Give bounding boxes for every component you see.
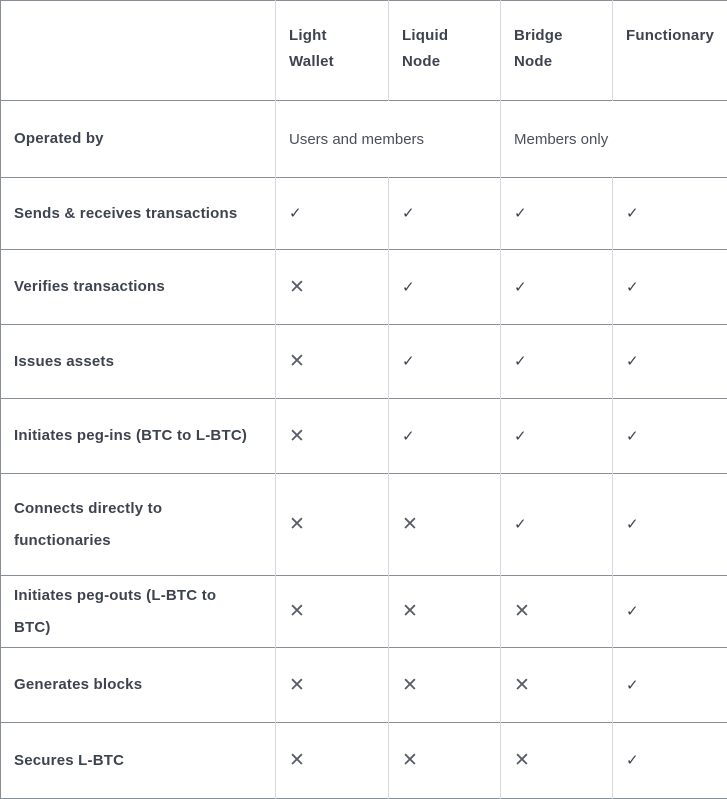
operated-by-users-and-members-cell: Users and members xyxy=(276,101,501,178)
mark-cell xyxy=(276,648,389,723)
check-mark-icon: ✓ xyxy=(402,354,415,369)
mark-cell xyxy=(276,576,389,648)
row-label: Verifies transactions xyxy=(1,250,276,325)
row-label: Operated by xyxy=(1,101,276,178)
column-header-liquid-node xyxy=(389,1,501,101)
cross-mark-icon: ✕ xyxy=(514,602,530,621)
header-row xyxy=(1,1,727,101)
mark-cell xyxy=(389,178,501,250)
mark-cell xyxy=(613,325,727,399)
column-header-label: Bridge Node xyxy=(514,23,578,75)
cross-mark-icon: ✕ xyxy=(402,676,418,695)
mark-cell xyxy=(501,576,613,648)
check-mark-icon: ✓ xyxy=(626,517,639,532)
check-mark-icon: ✓ xyxy=(514,206,527,221)
mark-cell xyxy=(276,723,389,799)
cross-mark-icon: ✕ xyxy=(289,751,305,770)
mark-cell xyxy=(613,576,727,648)
cross-mark-icon: ✕ xyxy=(402,515,418,534)
check-mark-icon: ✓ xyxy=(626,206,639,221)
cross-mark-icon: ✕ xyxy=(402,751,418,770)
column-header-bridge-node xyxy=(501,1,613,101)
check-mark-icon: ✓ xyxy=(514,517,527,532)
row-label: Secures L-BTC xyxy=(1,723,276,799)
mark-cell xyxy=(389,325,501,399)
check-mark-icon: ✓ xyxy=(514,354,527,369)
mark-cell xyxy=(501,474,613,576)
check-mark-icon: ✓ xyxy=(626,280,639,295)
mark-cell xyxy=(613,474,727,576)
operated-by-members-only-cell: Members only xyxy=(501,101,727,178)
mark-cell xyxy=(501,325,613,399)
mark-cell xyxy=(613,648,727,723)
cross-mark-icon: ✕ xyxy=(289,676,305,695)
mark-cell xyxy=(501,178,613,250)
column-header-label: Light Wallet xyxy=(289,23,353,75)
mark-cell xyxy=(613,250,727,325)
cross-mark-icon: ✕ xyxy=(514,676,530,695)
check-mark-icon: ✓ xyxy=(626,604,639,619)
mark-cell xyxy=(389,648,501,723)
mark-cell xyxy=(501,250,613,325)
mark-cell xyxy=(276,474,389,576)
cross-mark-icon: ✕ xyxy=(514,751,530,770)
table-row xyxy=(1,250,727,325)
header-empty-cell xyxy=(1,1,276,101)
mark-cell xyxy=(501,723,613,799)
check-mark-icon: ✓ xyxy=(626,753,639,768)
mark-cell xyxy=(389,576,501,648)
check-mark-icon: ✓ xyxy=(402,280,415,295)
check-mark-icon: ✓ xyxy=(402,429,415,444)
column-header-label: Liquid Node xyxy=(402,23,466,75)
row-label: Initiates peg-ins (BTC to L-BTC) xyxy=(1,399,276,474)
cross-mark-icon: ✕ xyxy=(289,515,305,534)
cross-mark-icon: ✕ xyxy=(402,602,418,621)
row-label: Sends & receives transactions xyxy=(1,178,276,250)
table-row xyxy=(1,723,727,799)
column-header-functionary xyxy=(613,1,727,101)
table-row xyxy=(1,178,727,250)
mark-cell xyxy=(389,250,501,325)
cross-mark-icon: ✕ xyxy=(289,602,305,621)
column-header-light-wallet xyxy=(276,1,389,101)
mark-cell xyxy=(276,178,389,250)
row-label: Generates blocks xyxy=(1,648,276,723)
row-label: Connects directly to functionaries xyxy=(1,474,276,576)
mark-cell xyxy=(613,723,727,799)
mark-cell xyxy=(613,399,727,474)
mark-cell xyxy=(276,250,389,325)
cross-mark-icon: ✕ xyxy=(289,427,305,446)
mark-cell xyxy=(276,325,389,399)
operated-by-row xyxy=(1,101,727,178)
table-row xyxy=(1,474,727,576)
check-mark-icon: ✓ xyxy=(289,206,302,221)
check-mark-icon: ✓ xyxy=(626,429,639,444)
check-mark-icon: ✓ xyxy=(626,678,639,693)
table-row xyxy=(1,399,727,474)
mark-cell xyxy=(501,399,613,474)
table-row xyxy=(1,576,727,648)
mark-cell xyxy=(276,399,389,474)
column-header-label: Functionary xyxy=(626,23,718,49)
check-mark-icon: ✓ xyxy=(514,280,527,295)
cross-mark-icon: ✕ xyxy=(289,278,305,297)
mark-cell xyxy=(389,474,501,576)
check-mark-icon: ✓ xyxy=(626,354,639,369)
check-mark-icon: ✓ xyxy=(402,206,415,221)
row-label: Issues assets xyxy=(1,325,276,399)
cross-mark-icon: ✕ xyxy=(289,352,305,371)
mark-cell xyxy=(501,648,613,723)
mark-cell xyxy=(613,178,727,250)
mark-cell xyxy=(389,399,501,474)
mark-cell xyxy=(389,723,501,799)
table-row xyxy=(1,648,727,723)
row-label: Initiates peg-outs (L-BTC to BTC) xyxy=(1,576,276,648)
check-mark-icon: ✓ xyxy=(514,429,527,444)
table-row xyxy=(1,325,727,399)
